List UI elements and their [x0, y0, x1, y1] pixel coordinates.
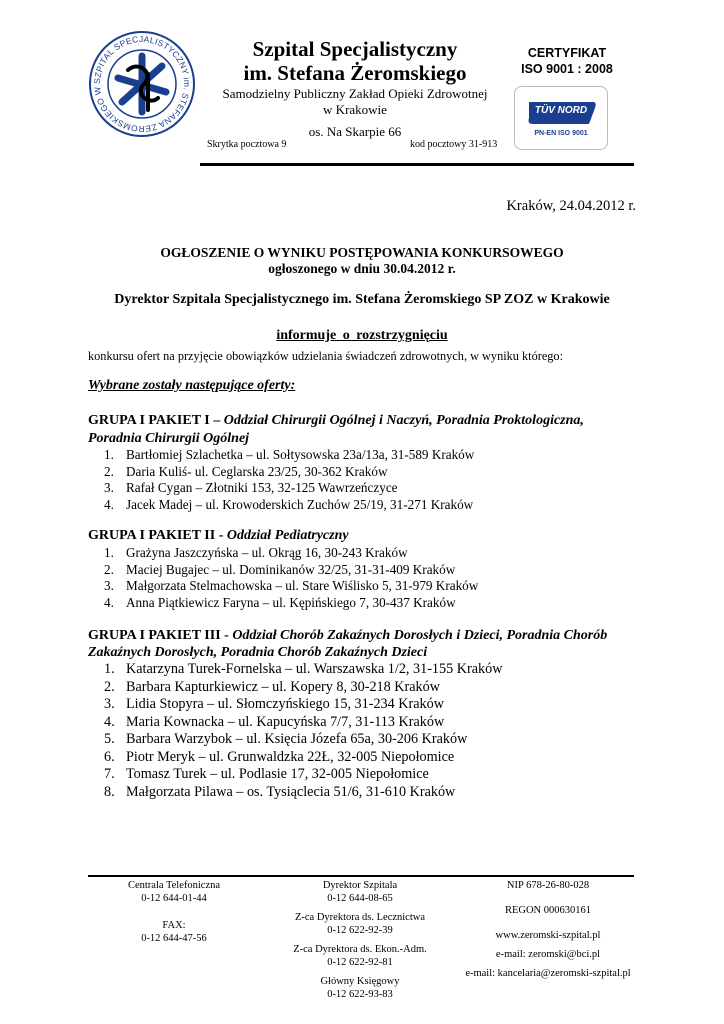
footer-col-phones	[96, 879, 252, 945]
fax-label: FAX:	[162, 920, 186, 931]
group-heading	[88, 527, 636, 545]
footer-col-registration	[448, 879, 648, 980]
switchboard-number: 0-12 644-01-44	[141, 893, 207, 904]
group-prefix: GRUPA I PAKIET III -	[88, 628, 233, 643]
list-item: 4. Jacek Madej – ul. Krowoderskich Zuchów 25/19, 31-271 Kraków	[104, 496, 474, 512]
informs-line	[88, 326, 636, 344]
certificate-iso: ISO 9001 : 2008	[521, 62, 613, 76]
list-item: 8. Małgorzata Pilawa – os. Tysiąclecia 51/6, 31-610 Kraków	[104, 783, 456, 800]
intro-text: konkursu ofert na przyjęcie obowiązków udzielania świadczeń zdrowotnych, w wyniku którego:	[88, 349, 563, 363]
nip: NIP 678-26-80-028	[506, 880, 590, 891]
hospital-address: os. Na Skarpie 66	[308, 124, 402, 139]
fax-number: 0-12 644-47-56	[141, 933, 207, 944]
list-item: 1. Katarzyna Turek-Fornelska – ul. Warszawska 1/2, 31-155 Kraków	[104, 661, 503, 677]
list-item: 7. Tomasz Turek – ul. Podlasie 17, 32-005 Niepołomice	[104, 766, 429, 782]
informs-text: informuje o rozstrzygnięciu	[276, 328, 448, 343]
header-divider	[200, 163, 634, 166]
list-item: 2. Barbara Kapturkiewicz – ul. Kopery 8, 30-218 Kraków	[104, 678, 440, 695]
announcement-subtitle: ogłoszonego w dniu 30.04.2012 r.	[268, 261, 456, 276]
group-heading-cont	[88, 644, 636, 662]
announcement-title: OGŁOSZENIE O WYNIKU POSTĘPOWANIA KONKURSOWEGO	[160, 245, 564, 260]
tuv-certificate-badge	[514, 86, 608, 150]
group-heading	[88, 627, 636, 645]
deputy-admin-phone: 0-12 622-92-81	[327, 957, 393, 968]
switchboard-label: Centrala Telefoniczna	[127, 880, 221, 891]
list-item: 4. Anna Piątkiewicz Faryna – ul. Kępińskiego 7, 30-437 Kraków	[104, 594, 456, 610]
document-date: Kraków, 24.04.2012 r.	[506, 198, 636, 214]
list-item: 6. Piotr Meryk – ul. Grunwaldzka 22Ł, 32-005 Niepołomice	[104, 748, 455, 765]
list-item: 1. Bartłomiej Szlachetka – ul. Sołtysowska 23a/13a, 31-589 Kraków	[104, 447, 475, 462]
group-2-list	[104, 545, 478, 611]
footer-divider	[88, 875, 634, 877]
deputy-admin-label: Z-ca Dyrektora ds. Ekon.-Adm.	[293, 944, 427, 955]
accountant-phone: 0-12 622-93-83	[327, 989, 393, 1000]
group-heading	[88, 412, 636, 430]
list-item: 3. Rafał Cygan – Złotniki 153, 32-125 Wawrzeńczyce	[104, 480, 398, 495]
selected-offers-heading: Wybrane zostały następujące oferty:	[88, 378, 296, 393]
group-department: Poradnia Chirurgii Ogólnej	[88, 431, 250, 446]
list-item: 4. Maria Kownacka – ul. Kapucyńska 7/7, 31-113 Kraków	[104, 713, 445, 730]
hospital-city: w Krakowie	[323, 102, 387, 117]
group-heading-cont	[88, 430, 636, 448]
deputy-medical-label: Z-ca Dyrektora ds. Lecznictwa	[294, 912, 425, 923]
website-link[interactable]: www.zeromski-szpital.pl	[495, 930, 601, 941]
accountant-label: Główny Księgowy	[320, 976, 400, 987]
list-item: 3. Małgorzata Stelmachowska – ul. Stare Wiślisko 5, 31-979 Kraków	[104, 578, 479, 593]
logo-ring-text: SZPITAL SPECJALISTYCZNY im. STEFANA ŻEROMSKIEGO W	[91, 33, 193, 135]
director-label: Dyrektor Szpitala	[322, 880, 398, 891]
group-prefix: GRUPA I PAKIET I –	[88, 413, 224, 428]
hospital-logo	[88, 30, 196, 138]
list-item: 1. Grażyna Jaszczyńska – ul. Okrąg 16, 30-243 Kraków	[104, 545, 408, 560]
group-department: Oddział Pediatryczny	[226, 528, 349, 543]
group-prefix: GRUPA I PAKIET II -	[88, 528, 227, 543]
director-phone: 0-12 644-08-65	[327, 893, 393, 904]
hospital-patron: im. Stefana Żeromskiego	[243, 61, 467, 85]
deputy-medical-phone: 0-12 622-92-39	[327, 925, 393, 936]
hospital-name: Szpital Specjalistyczny	[252, 37, 458, 61]
tuv-brand: TÜV NORD	[534, 105, 588, 116]
regon: REGON 000630161	[504, 905, 592, 916]
email-link[interactable]: e-mail: zeromski@bci.pl	[495, 949, 601, 960]
hospital-subtitle: Samodzielny Publiczny Zakład Opieki Zdrowotnej	[222, 86, 488, 101]
list-item: 2. Maciej Bugajec – ul. Dominikanów 32/25, 31-31-409 Kraków	[104, 561, 456, 577]
postal-code: kod pocztowy 31-913	[410, 139, 498, 150]
list-item: 5. Barbara Warzybok – ul. Księcia Józefa 65a, 30-206 Kraków	[104, 731, 468, 747]
group-department: Oddział Chirurgii Ogólnej i Naczyń, Poradnia Proktologiczna,	[223, 413, 584, 428]
list-item: 2. Daria Kuliś- ul. Ceglarska 23/25, 30-362 Kraków	[104, 463, 388, 479]
tuv-standard: PN-EN ISO 9001	[534, 130, 588, 137]
group-3-list	[104, 661, 502, 801]
group-department: Oddział Chorób Zakaźnych Dorosłych i Dzieci, Poradnia Chorób	[232, 628, 608, 643]
footer-col-management	[265, 879, 455, 1001]
group-department: Zakaźnych Dorosłych, Poradnia Chorób Zakaźnych Dzieci	[88, 645, 428, 660]
group-1-list	[104, 447, 474, 513]
certificate-label: CERTYFIKAT	[527, 46, 607, 60]
postbox: Skrytka pocztowa 9	[207, 139, 287, 150]
tuv-logo	[525, 98, 597, 128]
email-office-link[interactable]: e-mail: kancelaria@zeromski-szpital.pl	[465, 968, 631, 979]
director-line: Dyrektor Szpitala Specjalistycznego im. Stefana Żeromskiego SP ZOZ w Krakowie	[114, 292, 610, 307]
list-item: 3. Lidia Stopyra – ul. Słomczyńskiego 15, 31-234 Kraków	[104, 696, 444, 712]
